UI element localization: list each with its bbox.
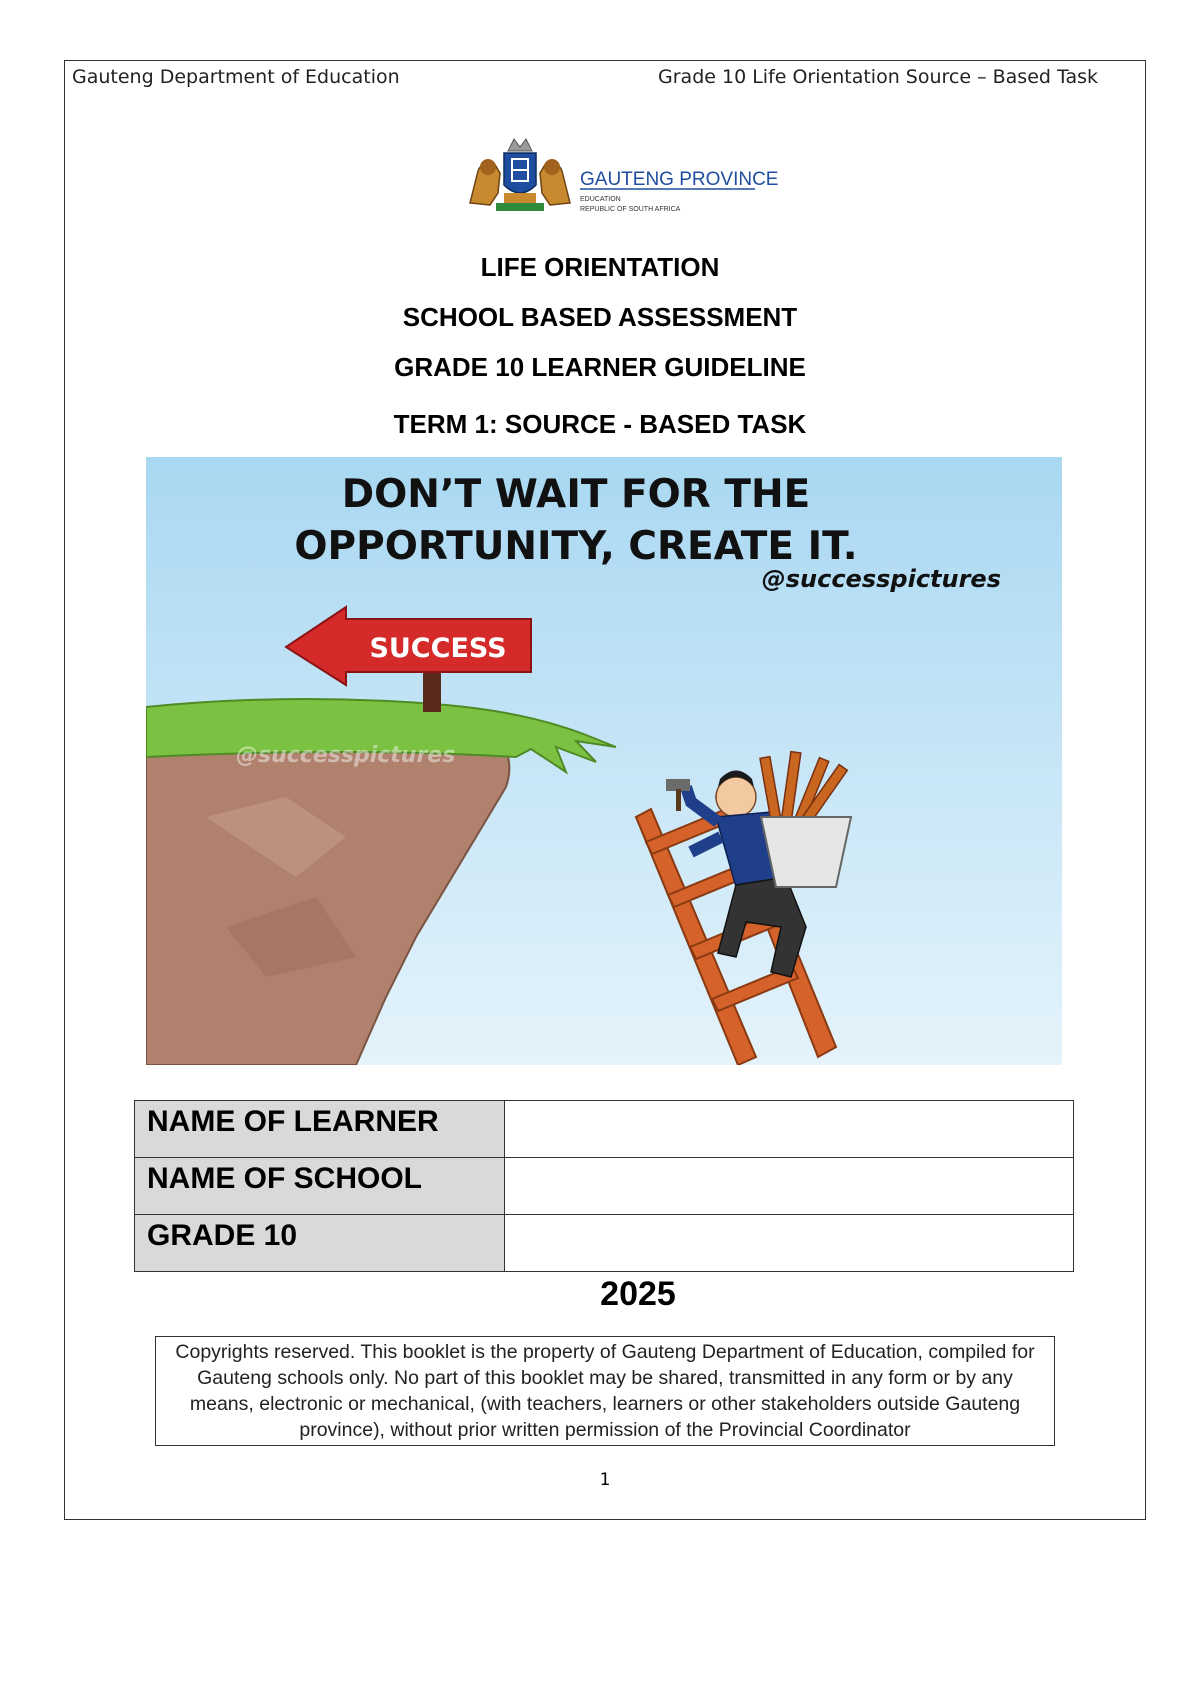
learner-name-field[interactable] [505, 1101, 1074, 1158]
bucket [761, 817, 851, 887]
page-number: 1 [599, 1470, 611, 1490]
grade-label: GRADE 10 [135, 1215, 505, 1272]
grade-field[interactable] [505, 1215, 1074, 1272]
success-sign-label: SUCCESS [369, 633, 507, 664]
table-row [135, 1101, 1074, 1158]
title-assessment: SCHOOL BASED ASSESSMENT [402, 302, 798, 332]
header-department: Gauteng Department of Education [72, 66, 400, 88]
logo-department-text: EDUCATION [580, 196, 621, 203]
poster-handle: @successpictures [761, 565, 1001, 593]
copyright-notice: Copyrights reserved. This booklet is the property of Gauteng Department of Education, compiled for Gauteng schools only. No part of this booklet may be shared, transmitted in any form or by any means, electronic or mechanical, (with teachers, learners or other stakeholders outside Gauteng province), without prior written permission of the Provincial Coordinator [155, 1336, 1055, 1446]
school-name-field[interactable] [505, 1158, 1074, 1215]
learner-details-table [134, 1100, 1074, 1272]
header-document-title: Grade 10 Life Orientation Source – Based Task [658, 66, 1098, 88]
year: 2025 [600, 1275, 676, 1313]
title-term: TERM 1: SOURCE - BASED TASK [393, 409, 807, 439]
gauteng-province-logo [460, 133, 780, 223]
logo-province-text: GAUTENG PROVINCE [580, 169, 779, 190]
crown-icon [508, 139, 532, 151]
school-name-label: NAME OF SCHOOL [135, 1158, 505, 1215]
table-row [135, 1158, 1074, 1215]
title-subject: LIFE ORIENTATION [480, 252, 720, 282]
poster-headline-1: DON’T WAIT FOR THE [341, 472, 811, 517]
poster-headline-2: OPPORTUNITY, CREATE IT. [294, 524, 858, 569]
logo-country-text: REPUBLIC OF SOUTH AFRICA [580, 206, 681, 213]
learner-name-label: NAME OF LEARNER [135, 1101, 505, 1158]
table-row [135, 1215, 1074, 1272]
title-guideline: GRADE 10 LEARNER GUIDELINE [394, 352, 806, 382]
poster-watermark: @successpictures [236, 743, 456, 768]
motivational-poster [146, 457, 1062, 1065]
